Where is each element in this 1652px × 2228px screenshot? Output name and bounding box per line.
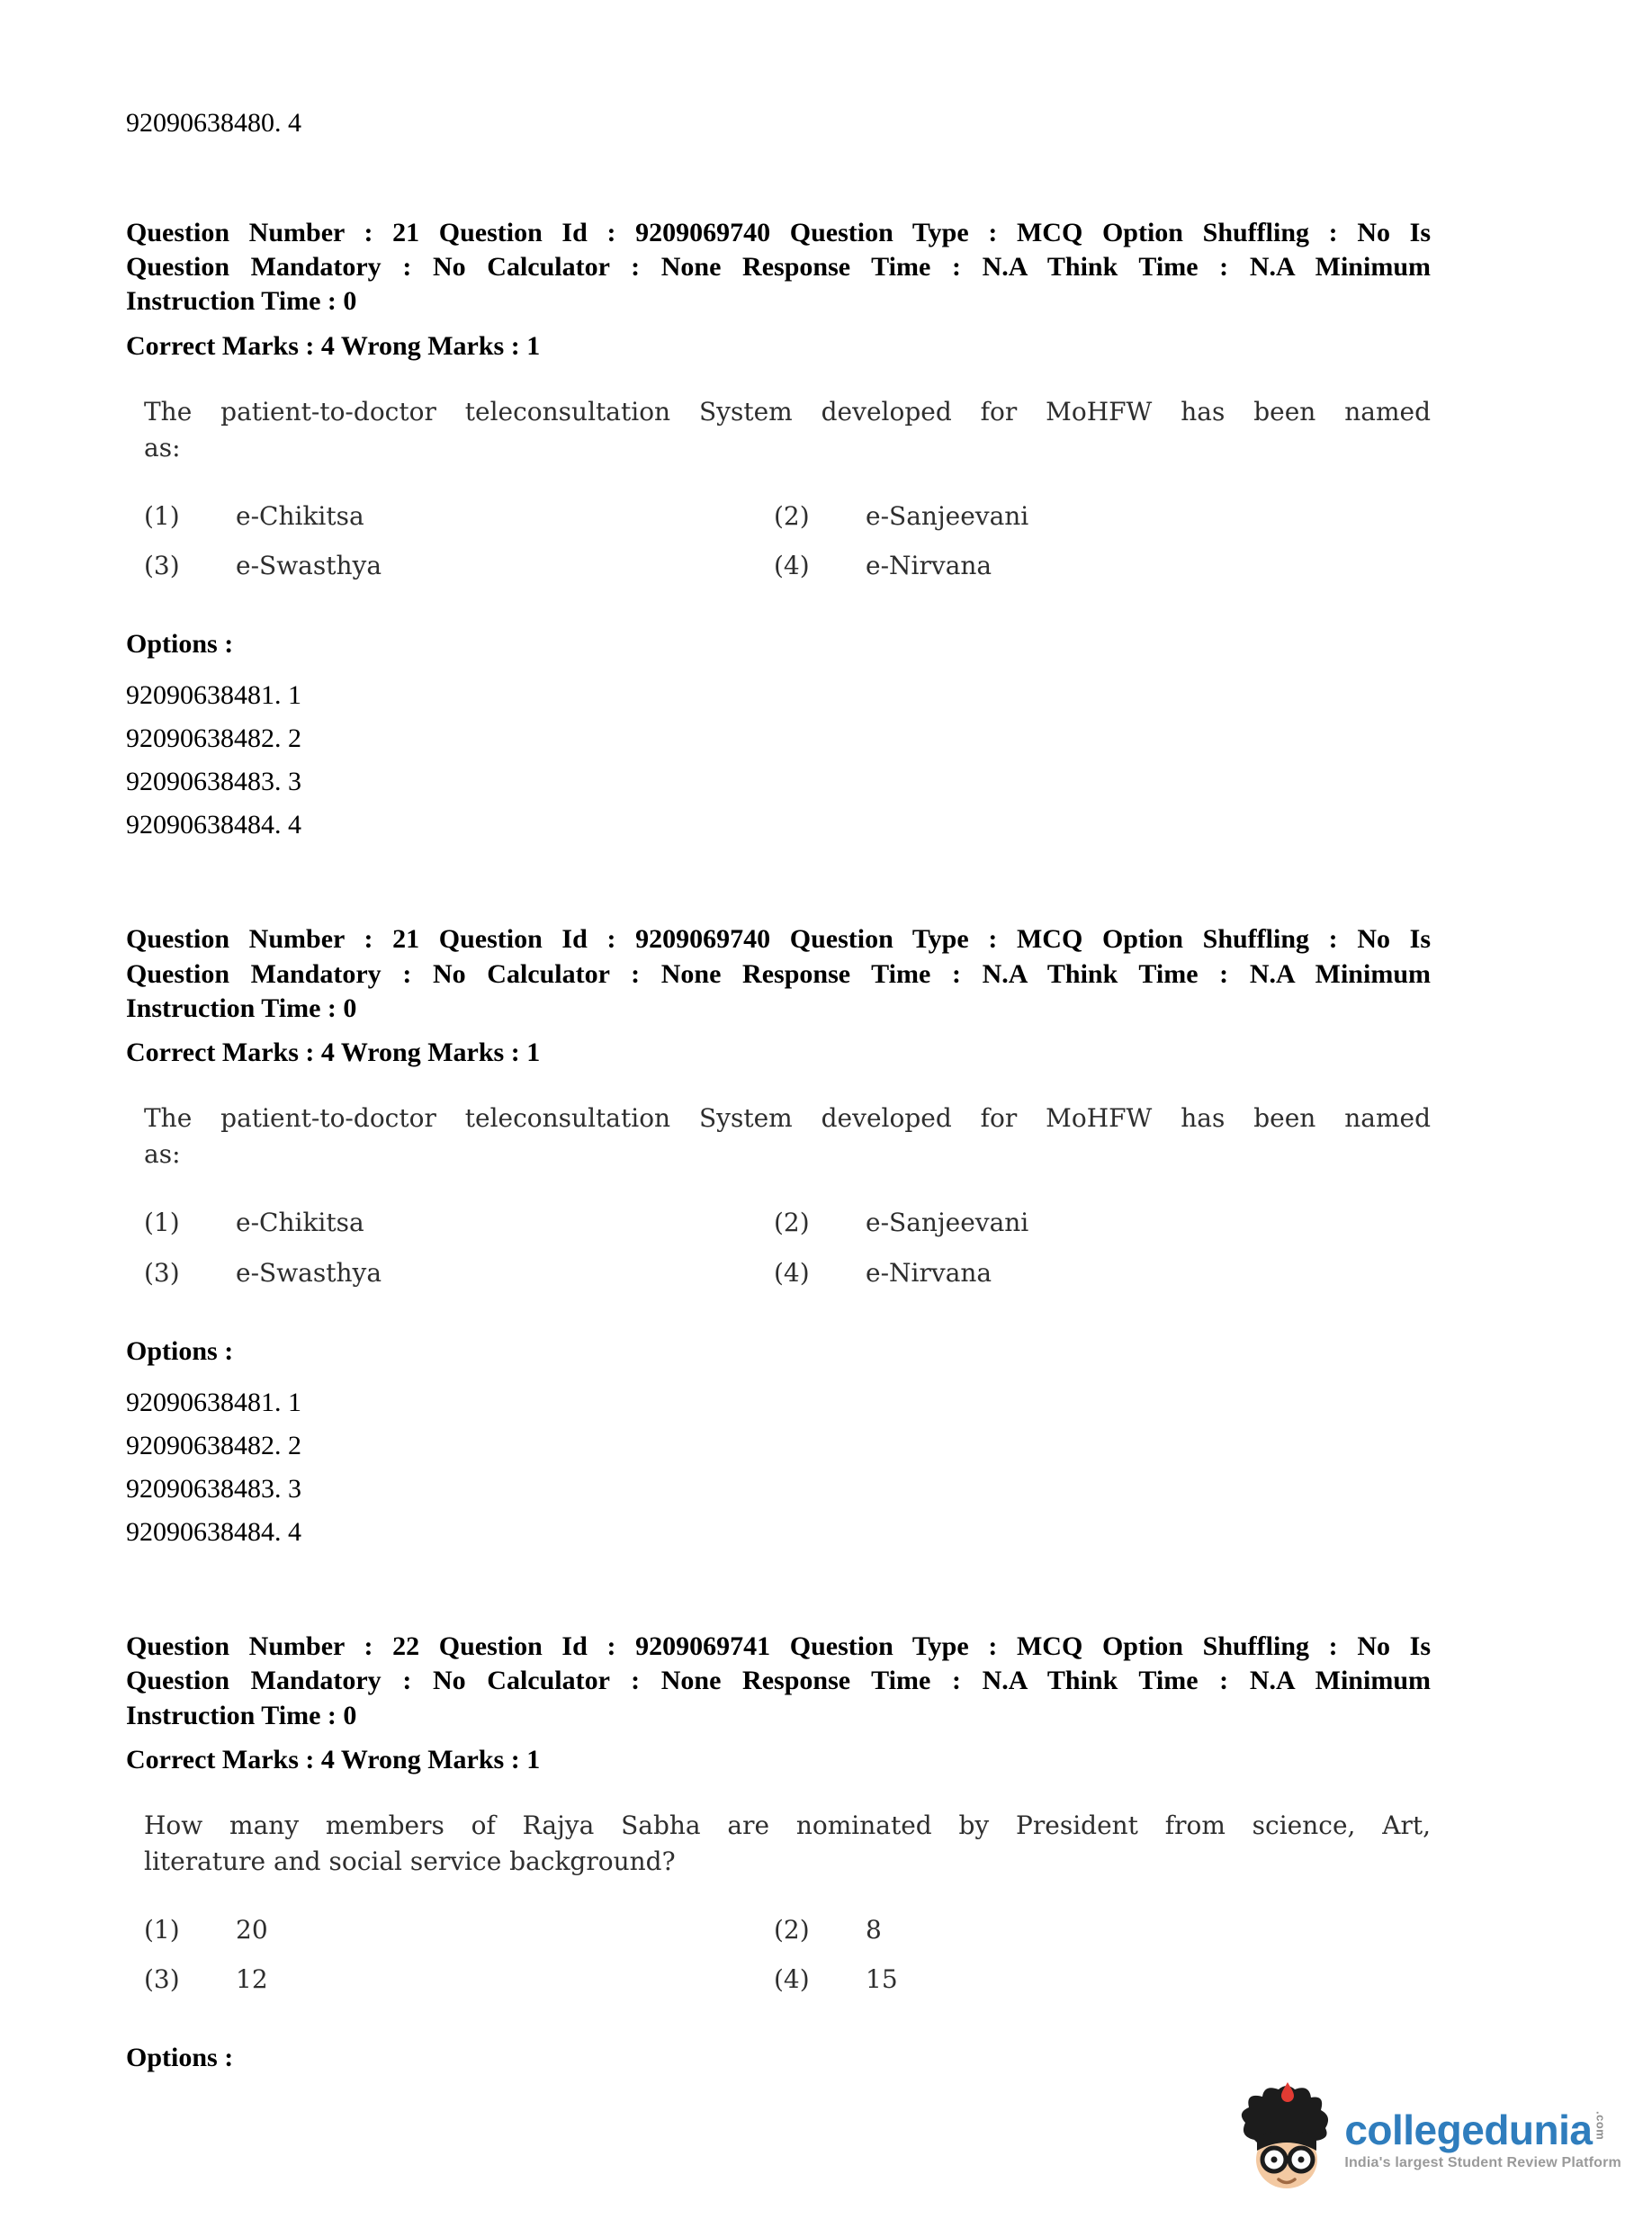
option-id-line: 92090638481. 1 (126, 680, 301, 711)
collegedunia-logo (1236, 2082, 1621, 2197)
choice-3 (144, 1255, 774, 1290)
question-text-line: as: (144, 1139, 181, 1170)
option-id-line: 92090638483. 3 (126, 767, 301, 797)
choice-label: e-Sanjeevani (866, 1208, 1029, 1238)
left-pupil (1271, 2157, 1278, 2163)
option-id-list (126, 674, 1431, 847)
question-meta (126, 922, 1431, 1026)
marks-line: Correct Marks : 4 Wrong Marks : 1 (126, 330, 541, 361)
question-body (126, 1808, 1431, 1997)
question-meta-line: Question Mandatory : No Calculator : None Response Time : N.A Think Time : N.A Minimum (126, 251, 1431, 282)
choice-label: e-Nirvana (866, 550, 992, 580)
glasses-bridge (1284, 2157, 1291, 2161)
question-text-line: as: (144, 432, 181, 463)
choice-number: (4) (774, 1257, 810, 1288)
choice-number: (3) (144, 550, 180, 580)
marks-line: Correct Marks : 4 Wrong Marks : 1 (126, 1744, 541, 1774)
choice-number: (2) (774, 500, 810, 531)
choice-label: e-Sanjeevani (866, 500, 1029, 531)
question-text-line: The patient-to-doctor teleconsultation System developed for MoHFW has been named (144, 1103, 1431, 1134)
choice-label: 8 (866, 1914, 882, 1945)
choice-number: (1) (144, 1208, 180, 1238)
brand-tagline: India's largest Student Review Platform (1344, 2155, 1621, 2171)
droplet-icon (1281, 2082, 1294, 2102)
choice-label: 12 (236, 1964, 268, 1995)
question-text (144, 1808, 1431, 1880)
question-meta-line: Question Mandatory : No Calculator : None Response Time : N.A Think Time : N.A Minimum (126, 958, 1431, 989)
choice-1 (144, 499, 774, 534)
collegedunia-mascot-icon (1236, 2082, 1337, 2197)
question-text-line: literature and social service background? (144, 1846, 676, 1876)
question-text (144, 394, 1431, 466)
option-id-line: 92090638484. 4 (126, 810, 301, 840)
choice-2 (774, 499, 1431, 534)
choices-grid (144, 1205, 1431, 1289)
choice-number: (1) (144, 1914, 180, 1945)
question-meta-line: Instruction Time : 0 (126, 993, 357, 1023)
question-text-line: The patient-to-doctor teleconsultation System developed for MoHFW has been named (144, 396, 1431, 427)
brand-tld: .com (1594, 2110, 1608, 2141)
question-text-line: How many members of Rajya Sabha are nominated by President from science, Art, (144, 1810, 1431, 1840)
choice-label: e-Chikitsa (236, 1208, 364, 1238)
choice-label: 20 (236, 1914, 268, 1945)
question-body (126, 1101, 1431, 1289)
question-meta (126, 1630, 1431, 1733)
options-heading: Options : (126, 629, 234, 660)
choice-label: e-Nirvana (866, 1257, 992, 1288)
question-block-21 (126, 216, 1431, 848)
options-heading: Options : (126, 2043, 234, 2073)
option-id-line: 92090638484. 4 (126, 1516, 301, 1547)
choice-4 (774, 1255, 1431, 1290)
question-meta-line: Instruction Time : 0 (126, 1700, 357, 1730)
right-pupil (1298, 2157, 1305, 2163)
question-meta-line: Question Mandatory : No Calculator : None Response Time : N.A Think Time : N.A Minimum (126, 1666, 1431, 1696)
choice-3 (144, 548, 774, 583)
choice-number: (2) (774, 1208, 810, 1238)
choice-number: (4) (774, 1964, 810, 1995)
question-block-21-duplicate (126, 922, 1431, 1554)
question-meta-line: Instruction Time : 0 (126, 286, 357, 317)
choice-number: (3) (144, 1964, 180, 1995)
choice-label: 15 (866, 1964, 898, 1995)
choice-number: (1) (144, 500, 180, 531)
brand-text-group (1344, 2108, 1621, 2171)
choice-number: (4) (774, 550, 810, 580)
question-meta-line: Question Number : 21 Question Id : 9209069740 Question Type : MCQ Option Shuffling : No Is (126, 924, 1431, 955)
choice-label: e-Swasthya (236, 1257, 382, 1288)
option-id-line: 92090638481. 1 (126, 1387, 301, 1417)
option-id-list (126, 1381, 1431, 1554)
choice-1 (144, 1912, 774, 1947)
question-body (126, 394, 1431, 583)
choice-2 (774, 1205, 1431, 1240)
choices-grid (144, 499, 1431, 583)
choice-3 (144, 1962, 774, 1997)
question-text (144, 1101, 1431, 1172)
question-meta (126, 216, 1431, 319)
question-meta-line: Question Number : 22 Question Id : 9209069741 Question Type : MCQ Option Shuffling : No Is (126, 1631, 1431, 1661)
choice-number: (2) (774, 1914, 810, 1945)
question-meta-line: Question Number : 21 Question Id : 9209069740 Question Type : MCQ Option Shuffling : No Is (126, 217, 1431, 247)
option-id-line: 92090638482. 2 (126, 1430, 301, 1460)
option-id-line: 92090638483. 3 (126, 1473, 301, 1504)
choice-label: e-Chikitsa (236, 500, 364, 531)
choice-4 (774, 548, 1431, 583)
option-id-line: 92090638482. 2 (126, 723, 301, 754)
choice-4 (774, 1962, 1431, 1997)
carryover-option-line: 92090638480. 4 (126, 108, 301, 138)
choice-2 (774, 1912, 1431, 1947)
question-block-22 (126, 1630, 1431, 2076)
options-heading: Options : (126, 1335, 234, 1366)
choice-1 (144, 1205, 774, 1240)
choice-number: (3) (144, 1257, 180, 1288)
marks-line: Correct Marks : 4 Wrong Marks : 1 (126, 1038, 541, 1068)
choice-label: e-Swasthya (236, 550, 382, 580)
brand-wordmark: collegedunia (1344, 2106, 1593, 2153)
choices-grid (144, 1912, 1431, 1997)
